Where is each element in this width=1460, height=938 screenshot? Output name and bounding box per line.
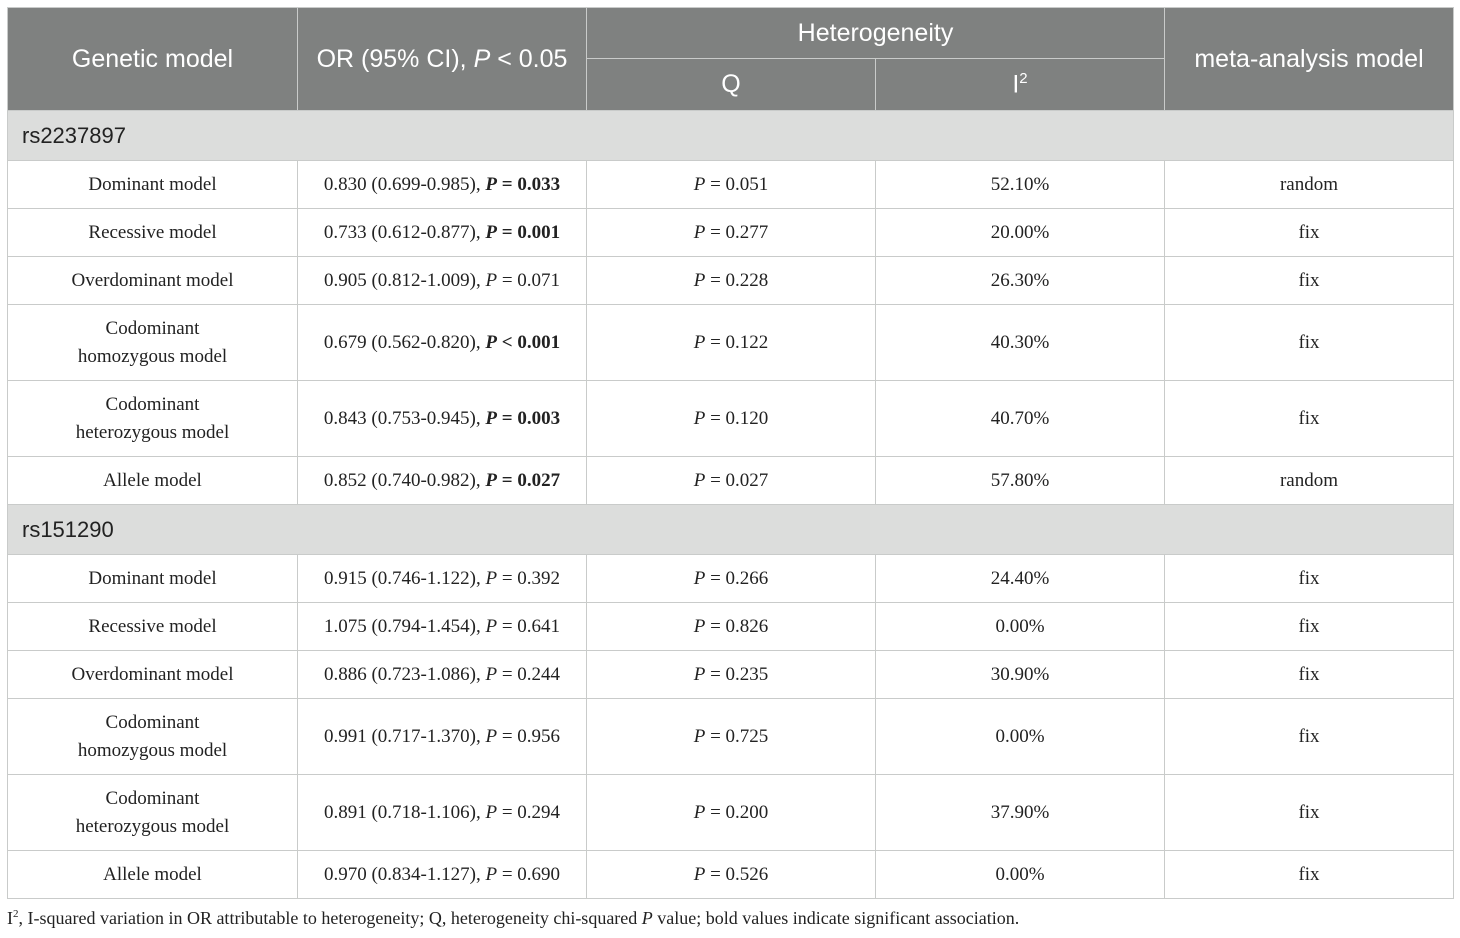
cell-or-p-symbol: P	[485, 469, 497, 491]
cell-or-p-symbol: P	[485, 221, 497, 243]
cell-or-p: = 0.003	[501, 407, 561, 429]
cell-model	[8, 775, 298, 851]
cell-q-p-symbol: P	[693, 407, 706, 429]
cell-or-pvalue	[485, 864, 560, 885]
cell-i2: 37.90%	[876, 775, 1165, 851]
table-row	[8, 603, 1454, 651]
header-i2-sup: 2	[1019, 69, 1028, 87]
cell-or	[298, 651, 587, 699]
cell-model: Overdominant model	[8, 651, 298, 699]
cell-q	[587, 699, 876, 775]
cell-q	[587, 775, 876, 851]
cell-i2: 0.00%	[876, 699, 1165, 775]
cell-or-value: 1.075 (0.794-1.454),	[323, 615, 486, 637]
cell-meta-model: random	[1165, 161, 1454, 209]
cell-or	[298, 603, 587, 651]
cell-q-p-symbol: P	[693, 331, 706, 353]
footnote-part1: , I-squared variation in OR attributable to heterogeneity; Q, heterogeneity chi-squared	[18, 908, 642, 928]
footnote-part2: value; bold values indicate significant association.	[652, 908, 1020, 928]
cell-q-p-symbol: P	[693, 469, 706, 491]
cell-q-p-symbol: P	[693, 567, 706, 589]
cell-q-value: = 0.266	[710, 567, 769, 589]
cell-or-pvalue	[485, 174, 560, 195]
cell-or-p: = 0.244	[501, 663, 561, 685]
cell-or-p-symbol: P	[485, 801, 498, 823]
cell-i2: 40.70%	[876, 381, 1165, 457]
cell-q-p-symbol: P	[693, 663, 706, 685]
cell-q	[587, 209, 876, 257]
cell-i2: 0.00%	[876, 603, 1165, 651]
cell-or	[298, 209, 587, 257]
cell-meta-model: random	[1165, 457, 1454, 505]
cell-meta-model: fix	[1165, 381, 1454, 457]
cell-or-p-symbol: P	[485, 725, 498, 747]
cell-or-p-symbol: P	[485, 863, 498, 885]
cell-or-pvalue	[485, 222, 560, 243]
cell-or-value: 0.679 (0.562-0.820),	[323, 331, 486, 353]
cell-or	[298, 775, 587, 851]
cell-or-p-symbol: P	[485, 173, 497, 195]
table-row	[8, 651, 1454, 699]
cell-or-p: = 0.956	[501, 725, 561, 747]
cell-or	[298, 555, 587, 603]
table-row	[8, 457, 1454, 505]
cell-model-text: Codominant heterozygous model	[75, 393, 230, 443]
cell-q-value: = 0.228	[710, 269, 769, 291]
cell-model	[8, 699, 298, 775]
cell-q	[587, 603, 876, 651]
cell-model-text: Codominant heterozygous model	[75, 787, 230, 837]
table-row	[8, 381, 1454, 457]
cell-model	[8, 305, 298, 381]
group-label: rs2237897	[8, 111, 1454, 161]
table-row	[8, 699, 1454, 775]
footnote-sup: 2	[13, 908, 19, 920]
cell-or-pvalue	[485, 664, 560, 685]
cell-or-p-symbol: P	[485, 567, 498, 589]
cell-or-p: = 0.392	[501, 567, 561, 589]
cell-q-value: = 0.526	[710, 863, 769, 885]
cell-model: Recessive model	[8, 603, 298, 651]
cell-meta-model: fix	[1165, 305, 1454, 381]
cell-q	[587, 161, 876, 209]
meta-analysis-table	[7, 7, 1454, 899]
cell-i2: 57.80%	[876, 457, 1165, 505]
cell-or-p: = 0.027	[501, 469, 561, 491]
cell-q-value: = 0.235	[710, 663, 769, 685]
cell-q	[587, 651, 876, 699]
cell-or-p-symbol: P	[485, 615, 498, 637]
cell-model-text: Codominant homozygous model	[77, 317, 228, 367]
table-row	[8, 209, 1454, 257]
cell-model: Overdominant model	[8, 257, 298, 305]
cell-or-pvalue	[485, 568, 560, 589]
cell-or	[298, 161, 587, 209]
group-label: rs151290	[8, 505, 1454, 555]
cell-or-p: < 0.001	[501, 331, 561, 353]
table-row	[8, 851, 1454, 899]
cell-q-value: = 0.120	[710, 407, 769, 429]
cell-q-p-symbol: P	[693, 801, 706, 823]
cell-q	[587, 555, 876, 603]
cell-or-pvalue	[485, 408, 560, 429]
cell-or-value: 0.905 (0.812-1.009),	[323, 269, 486, 291]
cell-or-pvalue	[485, 726, 560, 747]
cell-or-value: 0.970 (0.834-1.127),	[323, 863, 486, 885]
cell-or	[298, 305, 587, 381]
cell-model: Dominant model	[8, 555, 298, 603]
cell-q-value: = 0.051	[710, 173, 769, 195]
cell-or-pvalue	[485, 470, 560, 491]
cell-q	[587, 305, 876, 381]
cell-or-value: 0.733 (0.612-0.877),	[323, 221, 486, 243]
cell-q-value: = 0.122	[710, 331, 769, 353]
footnote-p: P	[641, 908, 653, 928]
cell-model: Dominant model	[8, 161, 298, 209]
header-meta-model: meta-analysis model	[1165, 8, 1454, 111]
cell-model: Allele model	[8, 851, 298, 899]
table-footnote	[7, 908, 1019, 929]
cell-model: Recessive model	[8, 209, 298, 257]
cell-or-p: = 0.033	[501, 173, 561, 195]
header-or-prefix: OR (95% CI),	[316, 44, 474, 73]
table-row	[8, 555, 1454, 603]
cell-q-p-symbol: P	[693, 221, 706, 243]
cell-meta-model: fix	[1165, 555, 1454, 603]
cell-i2: 40.30%	[876, 305, 1165, 381]
table-row	[8, 257, 1454, 305]
results-table-container	[7, 7, 1453, 899]
cell-i2: 30.90%	[876, 651, 1165, 699]
cell-or	[298, 699, 587, 775]
cell-q-value: = 0.725	[710, 725, 769, 747]
cell-i2: 0.00%	[876, 851, 1165, 899]
table-body	[8, 111, 1454, 899]
cell-or-value: 0.891 (0.718-1.106),	[323, 801, 486, 823]
cell-or-p-symbol: P	[485, 331, 497, 353]
cell-q-p-symbol: P	[693, 863, 706, 885]
cell-or-value: 0.886 (0.723-1.086),	[323, 663, 486, 685]
cell-q-p-symbol: P	[693, 173, 706, 195]
cell-meta-model: fix	[1165, 209, 1454, 257]
cell-i2: 52.10%	[876, 161, 1165, 209]
cell-q-p-symbol: P	[693, 725, 706, 747]
group-row	[8, 111, 1454, 161]
group-row	[8, 505, 1454, 555]
cell-or-p: = 0.071	[501, 269, 561, 291]
cell-q-p-symbol: P	[693, 269, 706, 291]
cell-model-text: Codominant homozygous model	[77, 711, 228, 761]
header-i2-base: I	[1012, 70, 1020, 99]
header-or-p: P	[473, 44, 491, 73]
table-row	[8, 161, 1454, 209]
cell-q	[587, 851, 876, 899]
cell-or	[298, 257, 587, 305]
cell-q-p-symbol: P	[693, 615, 706, 637]
header-heterogeneity: Heterogeneity	[587, 8, 1165, 59]
cell-or-p-symbol: P	[485, 663, 498, 685]
cell-meta-model: fix	[1165, 257, 1454, 305]
cell-or-pvalue	[485, 802, 560, 823]
table-row	[8, 775, 1454, 851]
cell-q-value: = 0.200	[710, 801, 769, 823]
cell-or-p: = 0.690	[501, 863, 561, 885]
cell-or-value: 0.830 (0.699-0.985),	[323, 173, 486, 195]
cell-q-value: = 0.826	[710, 615, 769, 637]
cell-model: Allele model	[8, 457, 298, 505]
cell-q-value: = 0.027	[710, 469, 769, 491]
cell-q-value: = 0.277	[710, 221, 769, 243]
cell-q	[587, 257, 876, 305]
cell-meta-model: fix	[1165, 603, 1454, 651]
cell-or	[298, 381, 587, 457]
cell-or	[298, 851, 587, 899]
header-i2	[876, 59, 1165, 111]
cell-i2: 24.40%	[876, 555, 1165, 603]
cell-or-pvalue	[485, 270, 560, 291]
cell-or-value: 0.991 (0.717-1.370),	[323, 725, 486, 747]
cell-q	[587, 457, 876, 505]
table-row	[8, 305, 1454, 381]
cell-or-p: = 0.294	[501, 801, 561, 823]
header-q: Q	[587, 59, 876, 111]
header-genetic-model: Genetic model	[8, 8, 298, 111]
cell-or-value: 0.915 (0.746-1.122),	[323, 567, 486, 589]
cell-meta-model: fix	[1165, 699, 1454, 775]
cell-model	[8, 381, 298, 457]
cell-q	[587, 381, 876, 457]
footnote-i: I	[7, 908, 13, 928]
cell-meta-model: fix	[1165, 851, 1454, 899]
cell-or	[298, 457, 587, 505]
cell-or-p: = 0.001	[501, 221, 561, 243]
cell-or-value: 0.843 (0.753-0.945),	[323, 407, 486, 429]
cell-meta-model: fix	[1165, 651, 1454, 699]
cell-or-pvalue	[485, 332, 560, 353]
cell-or-pvalue	[485, 616, 560, 637]
cell-or-value: 0.852 (0.740-0.982),	[323, 469, 486, 491]
cell-i2: 26.30%	[876, 257, 1165, 305]
cell-i2: 20.00%	[876, 209, 1165, 257]
header-or-suffix: < 0.05	[490, 44, 568, 73]
cell-meta-model: fix	[1165, 775, 1454, 851]
cell-or-p-symbol: P	[485, 269, 498, 291]
cell-or-p: = 0.641	[501, 615, 561, 637]
header-or-ci	[298, 8, 587, 111]
cell-or-p-symbol: P	[485, 407, 497, 429]
